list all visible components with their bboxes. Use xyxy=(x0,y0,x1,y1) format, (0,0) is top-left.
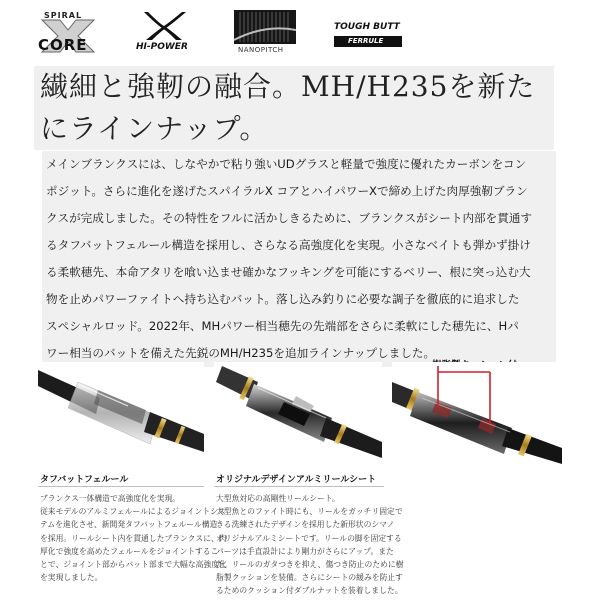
nanopitch-logo xyxy=(234,8,296,58)
spiral-x-core-logo-small-text: SPIRAL xyxy=(44,11,83,20)
description-line: るタフバットフェルール構造を採用し、さらなる高強度化を実現。小さなベイトも弾かず掛け xyxy=(46,238,531,252)
hi-power-logo-text: HI-POWER xyxy=(136,42,188,52)
feature-body-line: テムを進化させ、新開発タフバットフェルール構造 xyxy=(40,520,218,530)
feature-body-line: るためのクッション付ダブルナットを装着しました。 xyxy=(216,586,403,596)
feature-body-line: た、リールのガタつきを抑え、傷つき防止のために樹 xyxy=(216,560,404,570)
feature-divider xyxy=(38,486,204,487)
feature-body-line: を採用。リールシート内を貫通したブランクスに、肉 xyxy=(40,533,227,543)
ferrule-logo-text: FERRULE xyxy=(334,36,402,47)
reel-seat-product-photo xyxy=(214,362,382,462)
nanopitch-stripe-icon xyxy=(234,10,296,44)
feature-body-line: を実現しました。 xyxy=(40,573,103,583)
description-line: クスが完成しました。その特性をフルに活かしきるために、ブランクスがシート内部を貫通す xyxy=(46,211,533,225)
description-line: スペシャルロッド。2022年、MHパワー相当穂先の先端部をさらに柔軟にした穂先に、Hパ xyxy=(46,319,519,333)
description-line: 物を止めパワーファイトへ持ち込むバット。落し込み釣りに必要な調子を徹底的に追求した xyxy=(46,292,520,306)
hi-power-x-logo xyxy=(128,8,202,58)
tough-butt-ferrule-logo xyxy=(330,8,408,58)
tough-butt-logo-text: TOUGH BUTT xyxy=(334,22,400,32)
description-line: メインブランクスには、しなやかで粘り強いUDグラスと軽量で強度に優れたカーボンをコン xyxy=(46,157,527,171)
headline-panel xyxy=(34,66,554,150)
feature-body-line: 厚化で強度を高めたフェルールをジョイントするこ xyxy=(40,546,219,556)
hi-power-x-icon xyxy=(142,10,186,42)
description-line: ワー相当のバットを備えた先鋭のMH/H235を追加ラインナップしました。 xyxy=(46,346,436,360)
headline-line-2: にラインナップ。 xyxy=(40,112,269,145)
feature-body-line: 脂製クッションを装備。さらにシートの緩みを防止す xyxy=(216,573,403,583)
spiral-x-core-logo-main-text: CORE xyxy=(38,36,88,54)
feature-body xyxy=(40,492,227,584)
feature-body-line: 大型魚とのファイト時にも、リールをガッチリ固定で xyxy=(216,507,403,517)
feature-body-line: 大型魚対応の高剛性リールシート。 xyxy=(216,494,340,503)
feature-body xyxy=(216,492,403,598)
feature-body-line: パーツは手直設計により剛力がさらにアップ。また xyxy=(216,546,394,556)
feature-title: タフバットフェルール xyxy=(40,475,129,485)
feature-body-line: ブランクス一体構造で高強度化を実現。 xyxy=(40,494,181,503)
ferrule-product-photo xyxy=(38,362,204,462)
feature-body-line: きる洗練されたデザインを採用した新形状のシマノ xyxy=(216,520,395,530)
feature-divider xyxy=(214,486,384,487)
description-line: ポジット。さらに進化を遂げたスパイラルX コアとハイパワーXで締め上げた肉厚強靭ブラン xyxy=(46,184,528,198)
description-line: る柔軟穂先、本命アタリを喰い込ませ確かなフッキングを可能にするベリー、根に突っ込む大 xyxy=(46,265,531,279)
feature-body-line: とで、ジョイント部からバット部まで大幅な高強度化 xyxy=(40,560,227,570)
technology-logo-row xyxy=(0,0,600,64)
description-panel xyxy=(42,151,556,367)
cushion-product-photo xyxy=(392,362,562,466)
nanopitch-logo-text: NANOPITCH xyxy=(238,46,284,54)
feature-body-line: オリジナルアルミシートです。リールの脚を固定する xyxy=(216,533,402,543)
headline-line-1: 繊細と強靭の融合。MH/H235を新た xyxy=(40,70,536,103)
feature-title: オリジナルデザインアルミリールシート xyxy=(216,475,377,485)
feature-body-line: 従来モデルのアルミフェルールによるジョイントシス xyxy=(40,507,226,517)
spiral-x-core-logo xyxy=(30,8,108,58)
